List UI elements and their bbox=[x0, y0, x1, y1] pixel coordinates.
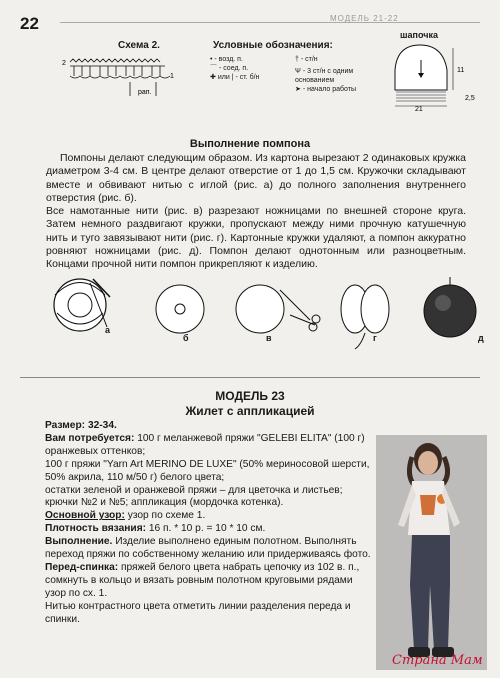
start-arrow-icon: ➤ bbox=[295, 86, 301, 93]
watermark: Страна Мам bbox=[392, 653, 483, 668]
legend-col-2 bbox=[295, 55, 375, 94]
figure-label-e: д bbox=[478, 333, 484, 343]
pompon-figures bbox=[35, 275, 485, 350]
execution-line: Выполнение. Изделие выполнено единым полотном. Выполнять переход пряжи по собственному желанию или придерживаясь фото. bbox=[45, 536, 371, 561]
legend-item-start: ➤ - начало работы bbox=[295, 86, 357, 93]
slip-stitch-icon: ⌒ bbox=[210, 65, 217, 72]
density-line: Плотность вязания: 16 п. * 10 р. = 10 * 10 см. bbox=[45, 523, 266, 535]
figure-b-filled bbox=[156, 285, 204, 333]
model-title: Жилет с аппликацией bbox=[185, 404, 315, 418]
legend-col-1 bbox=[210, 55, 259, 82]
figure-label-c: в bbox=[266, 333, 272, 343]
figure-a-wrapping bbox=[54, 279, 110, 331]
single-crochet-icon: ✚ bbox=[210, 74, 216, 81]
materials-line: Вам потребуется: 100 г меланжевой пряжи "GELEBI ELITA" (100 г) оранжевых оттенков; bbox=[45, 432, 365, 457]
figure-c-cutting bbox=[236, 285, 320, 333]
hat-title: шапочка bbox=[400, 30, 438, 40]
legend-item-cluster: Ψ - 3 ст/н с одним основанием bbox=[295, 68, 354, 84]
scheme-row-start: 2 bbox=[62, 60, 66, 67]
final-line: Нитью контрастного цвета отметить линии разделения переда и спинки. bbox=[45, 600, 351, 625]
pattern-line: Основной узор: узор по схеме 1. bbox=[45, 510, 206, 522]
model-instructions bbox=[45, 420, 375, 627]
hat-width: 21 bbox=[415, 106, 423, 112]
scheme-stitches bbox=[70, 59, 170, 96]
size-line: Размер: 32-34. bbox=[45, 420, 117, 431]
cluster-icon: Ψ bbox=[295, 68, 301, 75]
legend-item-sc: ✚ или | - ст. б/н bbox=[210, 74, 260, 81]
single-crochet-alt-icon: | bbox=[231, 74, 234, 81]
scheme-title: Схема 2. bbox=[118, 40, 160, 51]
running-title: МОДЕЛЬ 21-22 bbox=[330, 14, 399, 23]
front-back-line: Перед-спинка: пряжей белого цвета набрать цепочку из 102 в. п., сомкнуть в кольцо и вязать ровным полотном круговыми рядами узор по сх. 1. bbox=[45, 561, 360, 599]
legend-title: Условные обозначения: bbox=[213, 40, 333, 51]
figure-label-d: г bbox=[373, 333, 377, 343]
pompon-paragraph-1: Помпоны делают следующим образом. Из картона вырезают 2 одинаковых кружка диаметром 3-4 см. В центре делают отверстие от 1 до 1,5 см. Кружочки складывают вместе и обвивают нитью с иглой (рис. а) до полного заполнения внутреннего отверстия (рис. б). bbox=[46, 152, 466, 204]
header-rule bbox=[60, 22, 480, 23]
pompon-paragraph-2: Все намотанные нити (рис. в) разрезают ножницами по внешней стороне круга. Затем немного раздвигают кружки, пропускают между ними прочную катушечную нить и туго завязывают нити (рис. г). Картонные кружки удаляют, а помпон аккуратно ровняют ножницами (рис. д). Помпон делают однотонным или разноцветным. Концами прочной нити помпон прикрепляют к изделию. bbox=[46, 205, 466, 271]
double-crochet-icon: † bbox=[295, 56, 299, 63]
figure-label-a: а bbox=[105, 325, 111, 335]
figure-d-tying bbox=[341, 285, 389, 349]
hat-height: 11 bbox=[457, 67, 465, 74]
figure-e-pompon bbox=[424, 277, 476, 337]
materials-line-4: крючки №2 и №5; аппликация (мордочка котенка). bbox=[45, 497, 284, 509]
section-divider bbox=[20, 377, 480, 378]
materials-line-2: 100 г пряжи "Yarn Art MERINO DE LUXE" (50% мериносовой шерсти, 50% акрила, 110 м/50 г) белого цвета; bbox=[45, 458, 370, 483]
materials-line-3: остатки зеленой и оранжевой пряжи – для цветочка и листьев; bbox=[45, 484, 343, 496]
legend-item-dc: † - ст/н bbox=[295, 56, 318, 63]
legend-item-chain: • - возд. п. bbox=[210, 56, 243, 63]
legend-item-slip: ⌒ - соед. п. bbox=[210, 65, 249, 72]
chain-stitch-icon: • bbox=[210, 56, 213, 63]
page-number: 22 bbox=[20, 14, 39, 33]
scheme-row-end: 1 bbox=[170, 73, 174, 80]
hat-diagram bbox=[385, 40, 495, 112]
pompon-title: Выполнение помпона bbox=[189, 138, 311, 150]
model-photo bbox=[376, 435, 487, 670]
figure-label-b: б bbox=[183, 333, 189, 343]
model-number: МОДЕЛЬ 23 bbox=[215, 389, 285, 403]
scheme-rapport: рап. bbox=[138, 89, 152, 96]
scheme-2-diagram bbox=[60, 52, 190, 102]
hat-edge: 2,5 bbox=[465, 95, 475, 102]
